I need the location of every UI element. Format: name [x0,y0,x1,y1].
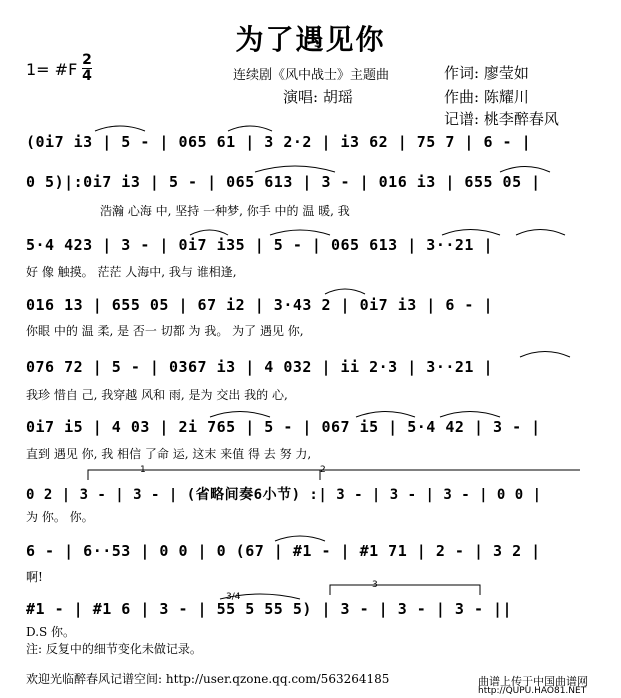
time-signature-top: 2 [82,52,92,68]
lyricist: 作词: 廖莹如 [444,64,529,82]
watermark-line-1: 曲谱上传于中国曲谱网 [478,675,588,688]
footer-credit: 欢迎光临醉春风记谱空间: http://user.qzone.qq.com/563264185 [26,672,390,686]
score-row-5: 076 72 | 5 - | 0367 i3 | 4 032 | ii 2·3 | 3··21 | [26,358,494,376]
score-row-1: (0i7 i3 | 5 - | 065 61 | 3 2·2 | i3 62 | 75 7 | 6 - | [26,133,532,151]
composer: 作曲: 陈耀川 [444,88,529,106]
score-row-7: 0 2 | 3 - | 3 - | (省略间奏6小节) :| 3 - | 3 - | 3 - | 0 0 | [26,487,542,503]
volta-first-label: 1 [140,465,146,475]
triplet-label: 3 [372,580,378,590]
score-row-4: 016 13 | 655 05 | 67 i2 | 3·43 2 | 0i7 i3 | 6 - | [26,296,494,314]
score-row-3: 5·4 423 | 3 - | 0i7 i35 | 5 - | 065 613 | 3··21 | [26,236,494,254]
volta-second-label: 2 [320,465,326,475]
lyric-row-6: 直到 遇见 你, 我 相信 了命 运, 这末 来值 得 去 努 力, [26,447,312,461]
key-signature: 1= #F [26,60,78,79]
subtitle: 连续剧《风中战士》主题曲 [233,68,390,83]
score-row-6: 0i7 i5 | 4 03 | 2i 765 | 5 - | 067 i5 | 5·4 42 | 3 - | [26,418,541,436]
score-row-9: #1 - | #1 6 | 3 - | 55 5 55 5) | 3 - | 3 - | 3 - || [26,600,513,618]
watermark-line-2: http://QUPU.HAO81.NET [478,686,587,696]
time-signature-bottom: 4 [82,68,92,84]
singer: 演唱: 胡瑶 [283,88,353,106]
sign-label: 3/4 [226,592,241,602]
lyric-row-8: 啊! [26,570,43,584]
time-signature [82,54,92,83]
score-row-2: 0 5)|:0i7 i3 | 5 - | 065 613 | 3 - | 016 i3 | 655 05 | [26,173,541,191]
lyric-row-4: 你眼 中的 温 柔, 是 否一 切都 为 我。 为了 遇见 你, [26,324,304,338]
lyric-row-5: 我珍 惜自 己, 我穿越 风和 雨, 是为 交出 我的 心, [26,388,288,402]
lyric-row-2: 浩瀚 心海 中, 坚持 一种梦, 你手 中的 温 暖, 我 [100,204,350,218]
lyric-row-7: 为 你。 你。 [26,510,94,524]
footnote: 注: 反复中的细节变化未做记录。 [26,642,202,656]
lyric-row-9: D.S 你。 [26,625,76,639]
score-row-8: 6 - | 6··53 | 0 0 | 0 (67 | #1 - | #1 71 | 2 - | 3 2 | [26,542,541,560]
transcriber: 记谱: 桃李醉春风 [444,110,559,128]
page-title: 为了遇见你 [235,23,386,56]
lyric-row-3: 好 像 触摸。 茫茫 人海中, 我与 谁相逢, [26,265,237,279]
